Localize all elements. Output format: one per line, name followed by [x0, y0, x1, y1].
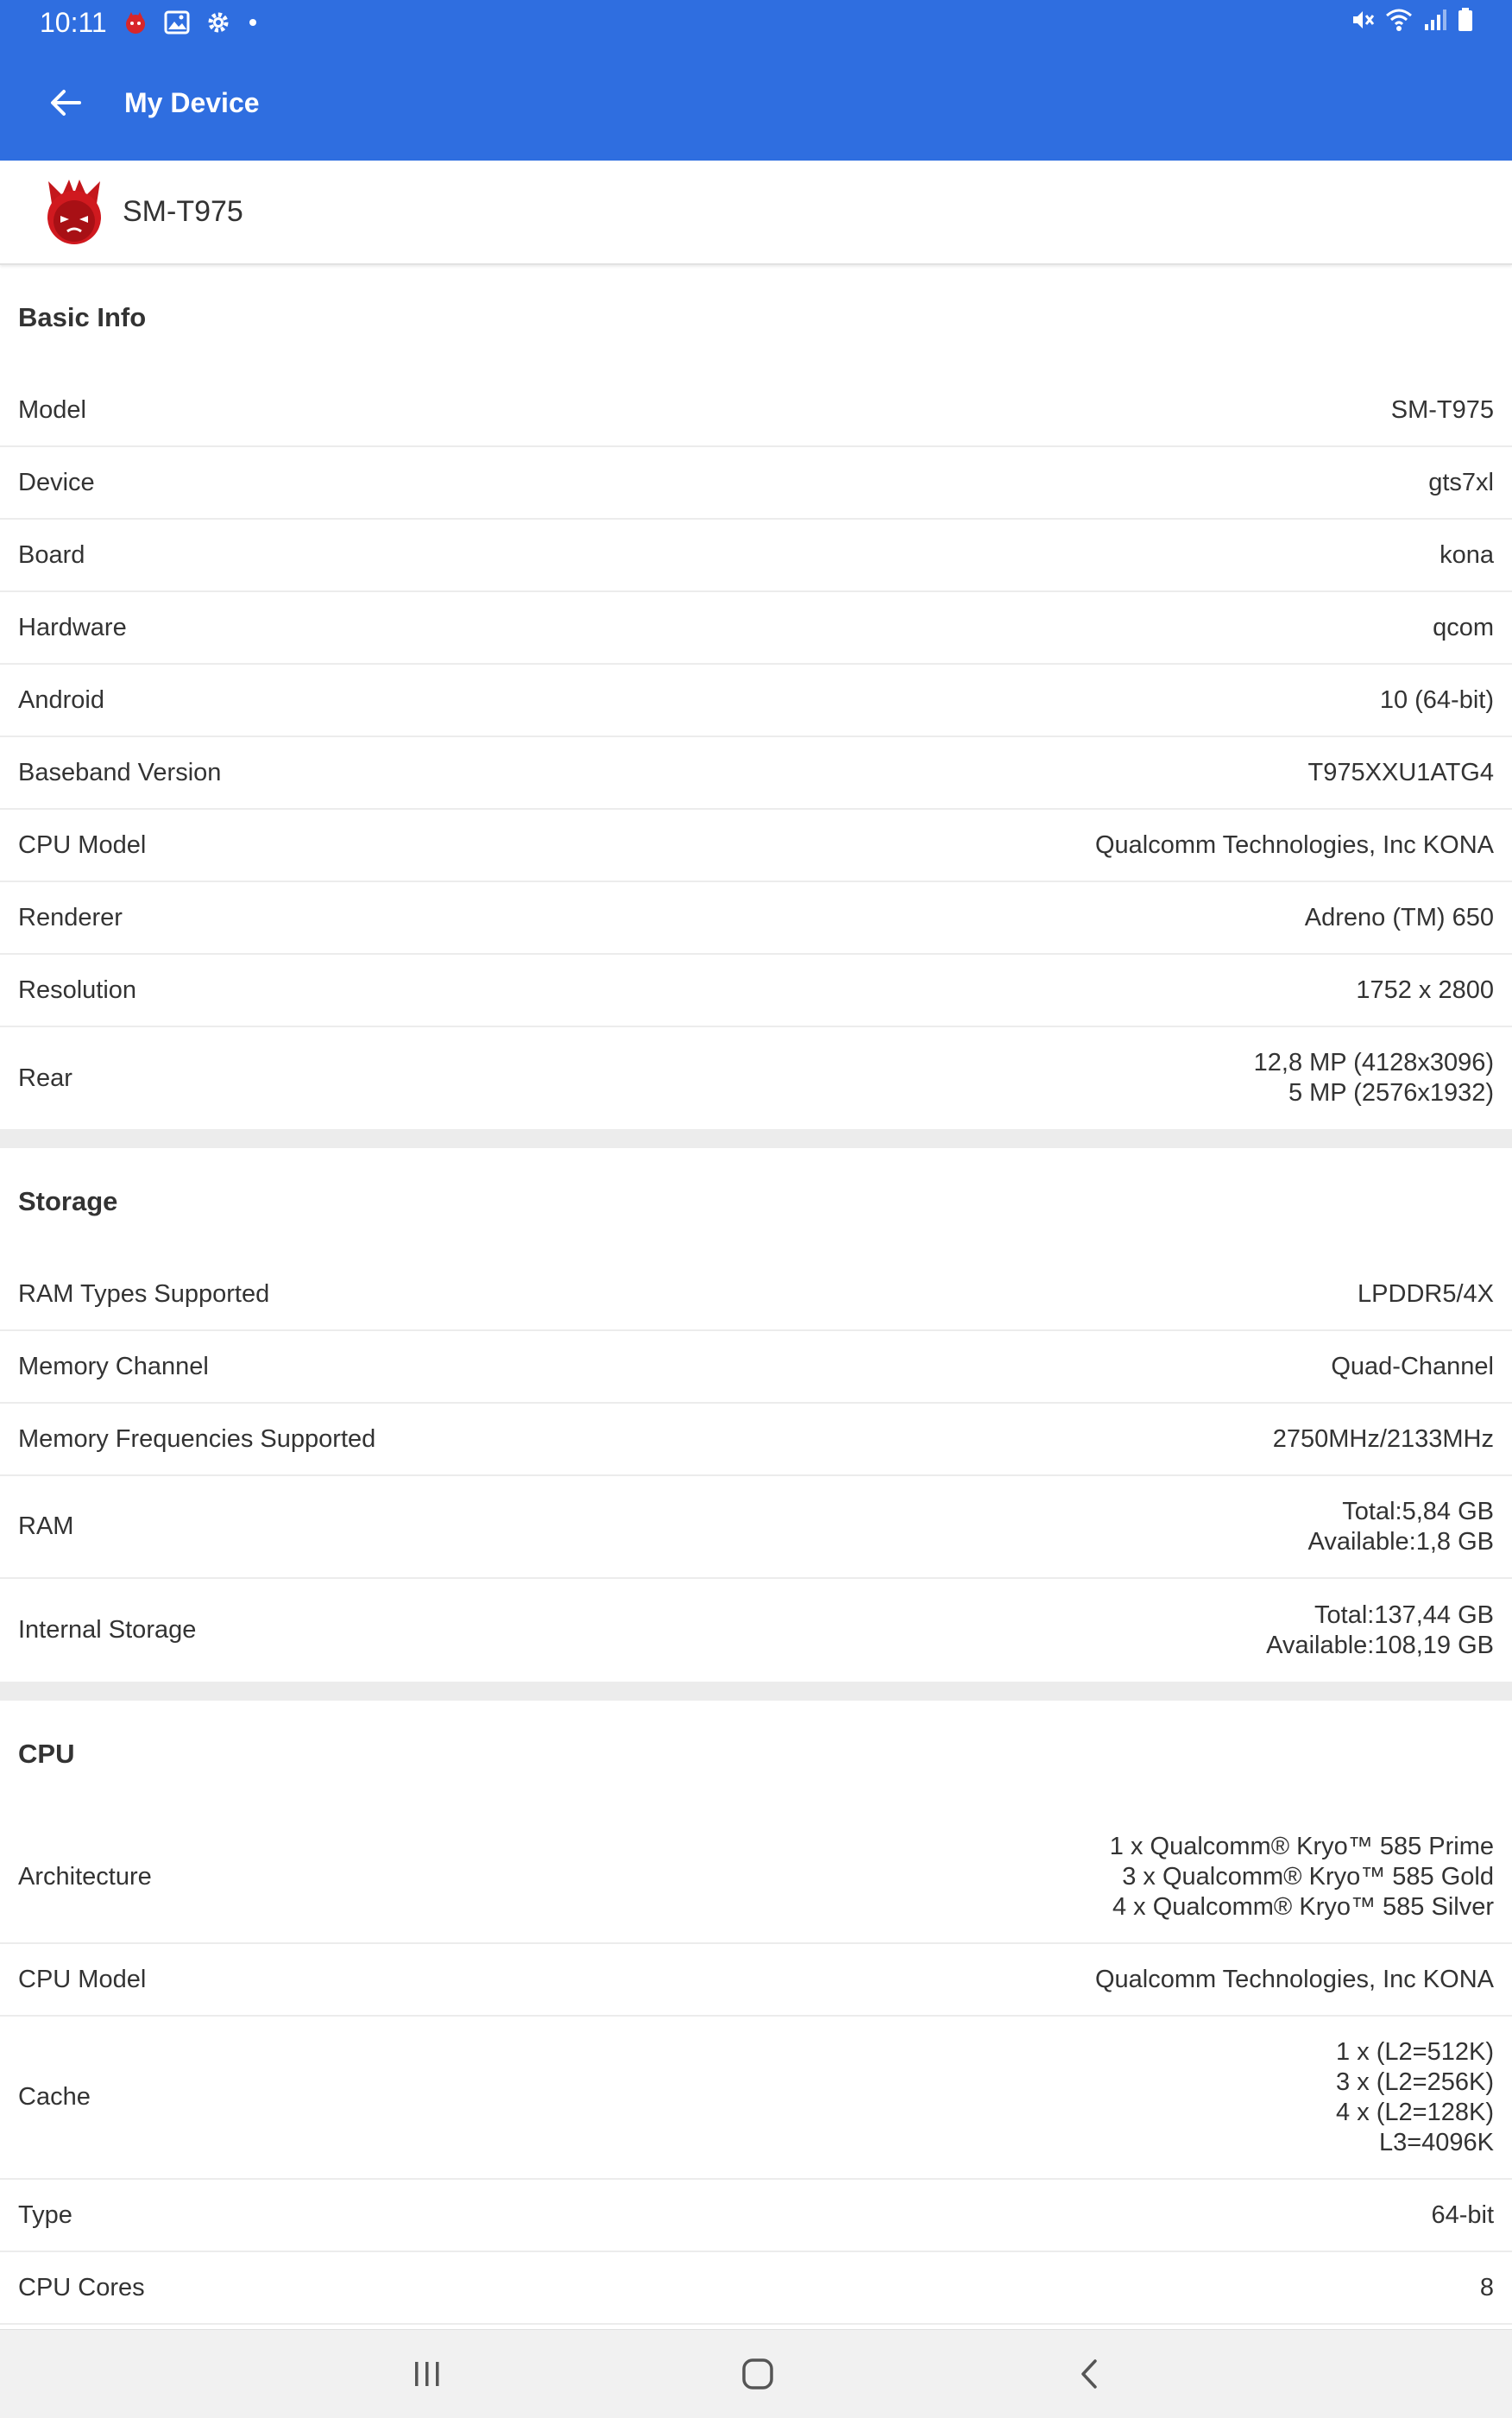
arrow-left-icon[interactable] — [45, 85, 86, 120]
info-row-renderer — [0, 882, 1512, 955]
recent-apps-icon[interactable] — [401, 2352, 453, 2396]
info-value: 64-bit — [1431, 2200, 1494, 2229]
info-value: Quad-Channel — [1331, 1352, 1494, 1380]
info-label: Architecture — [18, 1862, 152, 1891]
info-row-cache — [0, 2017, 1512, 2180]
device-header — [0, 161, 1512, 265]
info-row-cpu-model — [0, 810, 1512, 882]
info-row-board — [0, 520, 1512, 592]
info-value: gts7xl — [1428, 468, 1494, 496]
info-row-internal-storage — [0, 1579, 1512, 1682]
back-icon[interactable] — [1064, 2352, 1116, 2396]
info-value: 1 x Qualcomm® Kryo™ 585 Prime 3 x Qualcomm® Kryo™ 585 Gold 4 x Qualcomm® Kryo™ 585 Silver — [1109, 1832, 1494, 1921]
info-row-device — [0, 447, 1512, 520]
section-title: Storage — [18, 1186, 118, 1216]
info-label: Hardware — [18, 613, 127, 641]
info-row-model — [0, 375, 1512, 447]
section-title: CPU — [18, 1739, 75, 1769]
section-title: Basic Info — [18, 302, 147, 332]
section-divider — [0, 1129, 1512, 1148]
info-row-memory-channel — [0, 1331, 1512, 1404]
info-label: Type — [18, 2200, 72, 2229]
info-label: Internal Storage — [18, 1616, 197, 1644]
page-title: My Device — [124, 87, 260, 118]
info-label: Renderer — [18, 903, 123, 931]
info-label: Board — [18, 540, 85, 569]
status-bar — [0, 0, 1512, 45]
info-label: Android — [18, 685, 104, 714]
info-label: Baseband Version — [18, 758, 222, 786]
info-label: CPU Model — [18, 1965, 147, 1993]
info-row-baseband-version — [0, 737, 1512, 810]
info-label: CPU Model — [18, 830, 147, 859]
signal-icon — [1422, 7, 1448, 37]
info-row-memory-frequencies — [0, 1404, 1512, 1476]
antutu-logo — [43, 178, 105, 245]
status-time: 10:11 — [40, 6, 107, 38]
info-row-cpu-cores — [0, 2252, 1512, 2325]
info-value: 8 — [1479, 2273, 1494, 2301]
info-label: Memory Frequencies Supported — [18, 1424, 376, 1453]
info-value: 1 x (L2=512K) 3 x (L2=256K) 4 x (L2=128K) L3=4096K — [1336, 2037, 1494, 2156]
info-value: Adreno (TM) 650 — [1304, 903, 1494, 931]
info-value: LPDDR5/4X — [1358, 1279, 1494, 1308]
info-label: Model — [18, 395, 86, 424]
info-label: Rear — [18, 1064, 72, 1092]
home-icon[interactable] — [732, 2352, 784, 2396]
info-value: kona — [1440, 540, 1494, 569]
device-name: SM-T975 — [123, 195, 243, 228]
info-row-rear-camera — [0, 1027, 1512, 1129]
section-divider — [0, 1682, 1512, 1701]
section-storage — [0, 1148, 1512, 1682]
info-value: SM-T975 — [1390, 395, 1494, 424]
info-value: 12,8 MP (4128x3096) 5 MP (2576x1932) — [1253, 1049, 1494, 1107]
settings-icon — [205, 9, 231, 35]
info-label: Memory Channel — [18, 1352, 209, 1380]
wifi-icon — [1384, 7, 1414, 37]
info-label: Resolution — [18, 975, 137, 1004]
section-basic-info — [0, 264, 1512, 1129]
mute-icon — [1350, 7, 1376, 37]
info-value: 2750MHz/2133MHz — [1272, 1424, 1494, 1453]
info-value: 10 (64-bit) — [1379, 685, 1494, 714]
info-row-type — [0, 2180, 1512, 2252]
info-value: Total:137,44 GB Available:108,19 GB — [1266, 1600, 1494, 1659]
info-label: RAM — [18, 1512, 74, 1540]
gallery-icon — [164, 10, 190, 35]
section-cpu — [0, 1701, 1512, 2325]
info-value: T975XXU1ATG4 — [1307, 758, 1494, 786]
info-value: 1752 x 2800 — [1356, 975, 1494, 1004]
info-row-android — [0, 665, 1512, 737]
dot-icon — [247, 16, 259, 28]
info-row-ram-types — [0, 1259, 1512, 1331]
info-value: Total:5,84 GB Available:1,8 GB — [1307, 1497, 1494, 1556]
device-info-list — [0, 264, 1512, 2325]
info-row-ram — [0, 1476, 1512, 1579]
battery-icon — [1457, 7, 1474, 37]
info-value: qcom — [1433, 613, 1494, 641]
info-label: RAM Types Supported — [18, 1279, 270, 1308]
info-value: Qualcomm Technologies, Inc KONA — [1094, 830, 1494, 859]
app-bar — [0, 45, 1512, 161]
info-label: Cache — [18, 2083, 91, 2111]
info-label: CPU Cores — [18, 2273, 145, 2301]
info-row-resolution — [0, 955, 1512, 1027]
info-row-architecture — [0, 1811, 1512, 1944]
info-value: Qualcomm Technologies, Inc KONA — [1094, 1965, 1494, 1993]
navigation-bar — [0, 2329, 1512, 2418]
info-row-hardware — [0, 592, 1512, 665]
info-row-cpu-model — [0, 1944, 1512, 2017]
app-notification-icon — [123, 9, 148, 35]
info-label: Device — [18, 468, 95, 496]
